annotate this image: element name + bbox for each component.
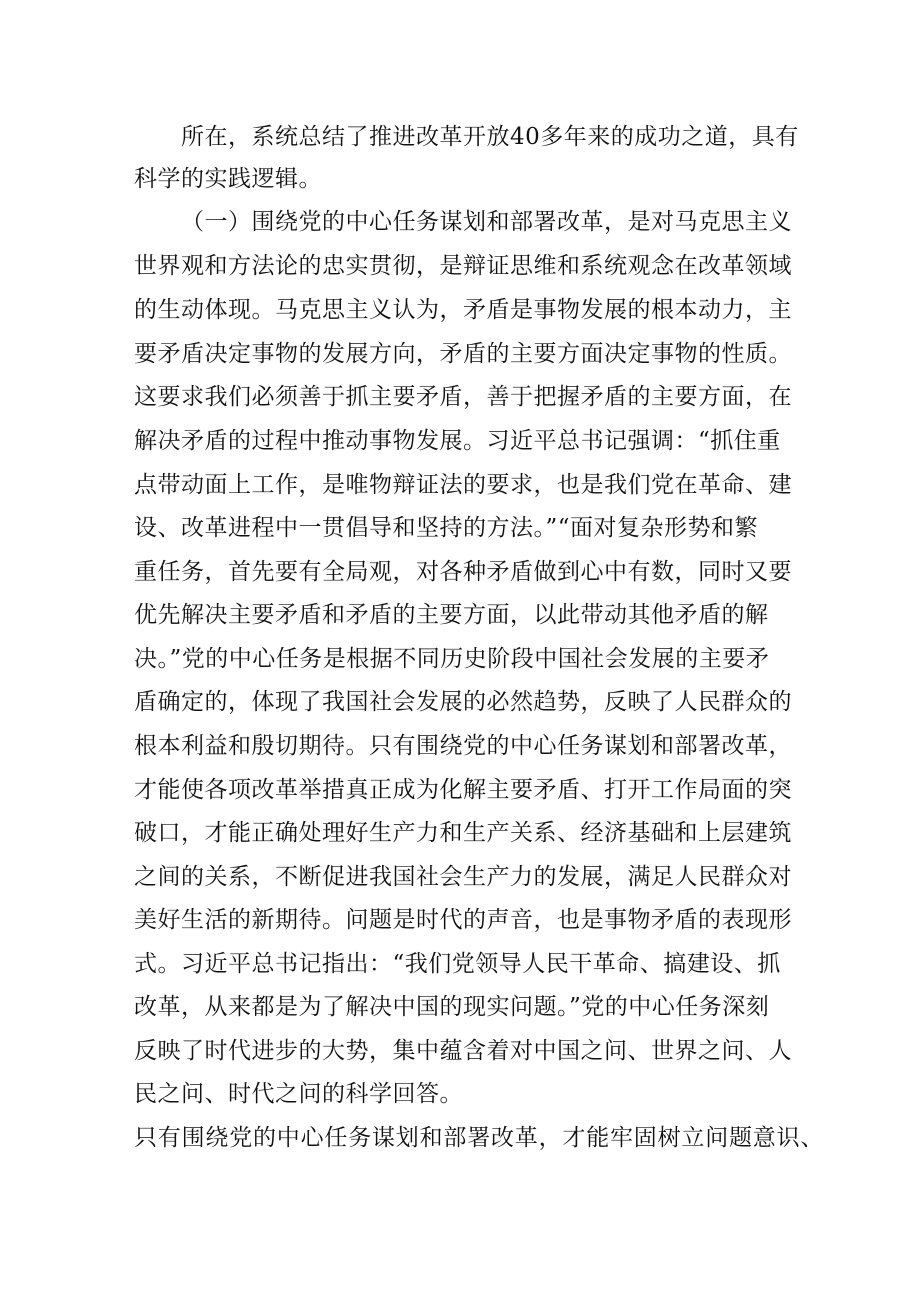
text-line: 根本利益和殷切期待。只有围绕党的中心任务谋划和部署改革，: [134, 733, 792, 759]
text-line: 破口，才能正确处理好生产力和生产关系、经济基础和上层建筑: [134, 820, 792, 846]
text-line: 重任务，首先要有全局观，对各种矛盾做到心中有数，同时又要: [134, 559, 792, 585]
text-line: 反映了时代进步的大势，集中蕴含着对中国之问、世界之问、人: [134, 1038, 792, 1064]
text-line: 科学的实践逻辑。: [134, 166, 322, 192]
text-line: 这要求我们必须善于抓主要矛盾，善于把握矛盾的主要方面，在: [134, 384, 792, 410]
text-line: 要矛盾决定事物的发展方向，矛盾的主要方面决定事物的性质。: [134, 341, 792, 367]
text-line: 设、改革进程中一贯倡导和坚持的方法。”“面对复杂形势和繁: [134, 515, 759, 541]
text-line: 解决矛盾的过程中推动事物发展。习近平总书记强调：“抓住重: [134, 428, 781, 454]
text-line: 式。习近平总书记指出：“我们党领导人民干革命、搞建设、抓: [134, 951, 781, 977]
text-line: 所在，系统总结了推进改革开放40多年来的成功之道，具有: [181, 124, 799, 150]
text-line: 决。”党的中心任务是根据不同历史阶段中国社会发展的主要矛: [134, 646, 770, 672]
text-line: 世界观和方法论的忠实贯彻，是辩证思维和系统观念在改革领域: [134, 253, 792, 279]
text-line: 民之问、时代之问的科学回答。: [134, 1081, 463, 1107]
text-line: 只有围绕党的中心任务谋划和部署改革，才能牢固树立问题意识、: [134, 1125, 825, 1151]
text-line: 的生动体现。马克思主义认为，矛盾是事物发展的根本动力，主: [134, 297, 792, 323]
text-line: 盾确定的，体现了我国社会发展的必然趋势，反映了人民群众的: [134, 689, 792, 715]
text-line: 美好生活的新期待。问题是时代的声音，也是事物矛盾的表现形: [134, 907, 792, 933]
text-line: 才能使各项改革举措真正成为化解主要矛盾、打开工作局面的突: [134, 777, 792, 803]
text-line: 优先解决主要矛盾和矛盾的主要方面，以此带动其他矛盾的解: [134, 602, 769, 628]
text-line: 点带动面上工作，是唯物辩证法的要求，也是我们党在革命、建: [134, 472, 792, 498]
text-line: 之间的关系，不断促进我国社会生产力的发展，满足人民群众对: [134, 864, 792, 890]
text-line: 改革，从来都是为了解决中国的现实问题。”党的中心任务深刻: [134, 994, 770, 1020]
text-line: （一）围绕党的中心任务谋划和部署改革，是对马克思主义: [181, 209, 792, 235]
